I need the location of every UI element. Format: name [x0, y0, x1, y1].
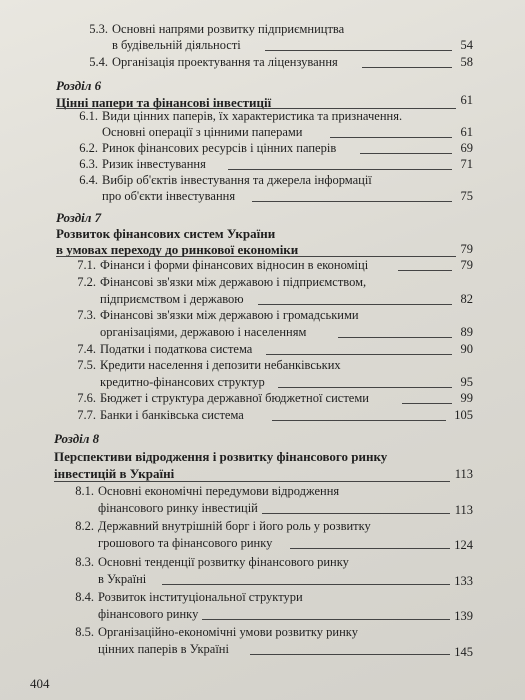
entry-page: 71 [460, 157, 473, 171]
chapter-page: 113 [454, 467, 473, 481]
entry-number: 7.5. [77, 358, 96, 372]
entry-page: 61 [460, 125, 473, 139]
entry-number: 5.3. [89, 22, 108, 36]
entry-title: Основні економічні передумови відродження [98, 484, 340, 498]
entry-title-cont: кредитно-фінансових структур [100, 375, 265, 389]
entry-page: 75 [460, 189, 473, 203]
entry-title-cont: цінних паперів в Україні [98, 642, 229, 656]
entry-page: 58 [460, 55, 473, 69]
entry-number: 6.3. [79, 157, 98, 171]
entry-number: 7.7. [77, 408, 96, 422]
chapter-title: Цінні папери та фінансові інвестиції [56, 95, 272, 110]
entry-number: 7.3. [77, 308, 96, 322]
leader-line [278, 387, 452, 388]
entry-title: Фінансові зв'язки між державою і громадськими [100, 308, 359, 322]
chapter-title-underline [56, 256, 456, 257]
chapter-label: Розділ 6 [56, 78, 102, 93]
entry-number: 7.4. [77, 342, 96, 356]
entry-title-cont: підприємством і державою [100, 292, 244, 306]
leader-line [228, 169, 452, 170]
chapter-label: Розділ 7 [56, 210, 102, 225]
entry-page: 133 [454, 574, 473, 588]
leader-line [250, 654, 450, 655]
entry-title-cont: грошового та фінансового ринку [98, 536, 273, 550]
entry-page: 145 [454, 645, 473, 659]
entry-number: 5.4. [89, 55, 108, 69]
entry-title-cont: про об'єкти інвестування [102, 189, 236, 203]
entry-number: 6.4. [79, 173, 98, 187]
entry-title: Фінанси і форми фінансових відносин в економіці [100, 258, 369, 272]
entry-number: 8.5. [75, 625, 94, 639]
entry-page: 82 [460, 292, 473, 306]
entry-number: 8.4. [75, 590, 94, 604]
chapter-label: Розділ 8 [54, 431, 100, 446]
entry-title: Види цінних паперів, їх характеристика та призначення. [102, 109, 403, 123]
leader-line [266, 354, 452, 355]
entry-title: Банки і банківська система [100, 408, 244, 422]
entry-title: Розвиток інституціональної структури [98, 590, 303, 604]
entry-number: 8.3. [75, 555, 94, 569]
entry-number: 6.2. [79, 141, 98, 155]
entry-page: 54 [460, 38, 473, 52]
leader-line [252, 201, 452, 202]
entry-title: Основні тенденції розвитку фінансового ринку [98, 555, 349, 569]
leader-line [202, 619, 450, 620]
leader-line [258, 304, 452, 305]
entry-page: 99 [460, 391, 473, 405]
entry-title-cont: Основні операції з цінними паперами [102, 125, 303, 139]
entry-number: 7.1. [77, 258, 96, 272]
entry-page: 90 [460, 342, 473, 356]
leader-line [290, 548, 450, 549]
entry-title-cont: в Україні [98, 572, 147, 586]
entry-page: 113 [454, 503, 473, 517]
leader-line [162, 584, 450, 585]
entry-page: 105 [454, 408, 473, 422]
entry-title: Основні напрями розвитку підприємництва [112, 22, 345, 36]
page-number: 404 [30, 676, 50, 691]
leader-line [262, 513, 450, 514]
entry-number: 7.2. [77, 275, 96, 289]
entry-title-cont: фінансового ринку [98, 607, 199, 621]
entry-title: Організаційно-економічні умови розвитку ринку [98, 625, 358, 639]
entry-title: Організація проектування та ліцензування [112, 55, 338, 69]
chapter-title-underline [54, 481, 450, 482]
chapter-title: Розвиток фінансових систем України [56, 226, 276, 241]
entry-page: 95 [460, 375, 473, 389]
entry-title: Податки і податкова система [100, 342, 253, 356]
entry-number: 8.2. [75, 519, 94, 533]
entry-page: 79 [460, 258, 473, 272]
entry-page: 139 [454, 609, 473, 623]
entry-page: 89 [460, 325, 473, 339]
entry-number: 8.1. [75, 484, 94, 498]
leader-line [265, 50, 452, 51]
entry-title: Фінансові зв'язки між державою і підприємством, [100, 275, 367, 289]
entry-title: Бюджет і структура державної бюджетної системи [100, 391, 369, 405]
entry-page: 69 [460, 141, 473, 155]
entry-title-cont: в будівельній діяльності [112, 38, 241, 52]
chapter-title: Перспективи відродження і розвитку фінансового ринку [54, 449, 388, 464]
entry-title-cont: організаціями, державою і населенням [100, 325, 307, 339]
chapter-page: 79 [460, 242, 473, 256]
entry-title: Вибір об'єктів інвестування та джерела інформації [102, 173, 372, 187]
entry-title: Ринок фінансових ресурсів і цінних паперів [102, 141, 337, 155]
chapter-page: 61 [460, 93, 473, 107]
chapter-title-cont: інвестицій в Україні [54, 466, 175, 481]
entry-number: 7.6. [77, 391, 96, 405]
entry-page: 124 [454, 538, 473, 552]
leader-line [272, 420, 446, 421]
entry-number: 6.1. [79, 109, 98, 123]
chapter-title-cont: в умовах переходу до ринкової економіки [56, 242, 299, 257]
entry-title: Ризик інвестування [102, 157, 206, 171]
entry-title-cont: фінансового ринку інвестицій [98, 501, 258, 515]
entry-title: Кредити населення і депозити небанківських [100, 358, 341, 372]
entry-title: Державний внутрішній борг і його роль у розвитку [98, 519, 371, 533]
